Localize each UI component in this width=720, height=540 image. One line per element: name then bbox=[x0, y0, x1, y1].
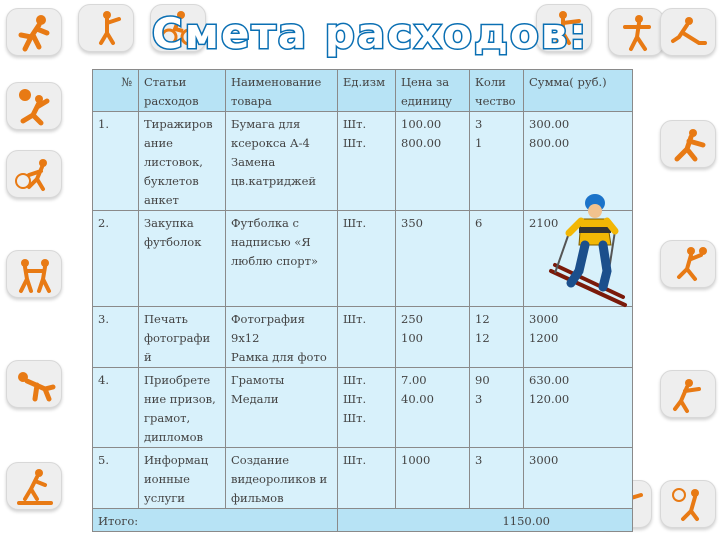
row-quantity: 3 bbox=[470, 448, 524, 509]
badminton-right-icon bbox=[660, 480, 716, 528]
header-number: № bbox=[93, 70, 139, 112]
header-quantity: Коли чество bbox=[470, 70, 524, 112]
row-unit: Шт. Шт. bbox=[338, 112, 396, 211]
row-sum: 300.00 800.00 bbox=[524, 112, 633, 211]
header-product-name: Наименование товара bbox=[226, 70, 338, 112]
total-label: Итого: bbox=[93, 509, 338, 532]
row-unit-price: 1000 bbox=[396, 448, 470, 509]
table-row bbox=[93, 448, 633, 509]
tennis-icon bbox=[78, 4, 134, 52]
skier-icon bbox=[545, 193, 629, 313]
header-unit: Ед.изм bbox=[338, 70, 396, 112]
header-sum: Сумма( руб.) bbox=[524, 70, 633, 112]
row-expense-item: Информац ионные услуги bbox=[139, 448, 226, 509]
table-total-row bbox=[93, 509, 633, 532]
diving-icon bbox=[6, 360, 62, 408]
header-expense-item: Статьи расходов bbox=[139, 70, 226, 112]
row-sum: 3000 bbox=[524, 448, 633, 509]
row-quantity: 90 3 bbox=[470, 368, 524, 448]
wrestling-icon bbox=[6, 250, 62, 298]
row-expense-item: Приобрете ние призов, грамот, дипломов bbox=[139, 368, 226, 448]
row-expense-item: Закупка футболок bbox=[139, 211, 226, 307]
table-row bbox=[93, 307, 633, 368]
row-unit-price: 350 bbox=[396, 211, 470, 307]
row-unit-price: 100.00 800.00 bbox=[396, 112, 470, 211]
runner-icon bbox=[6, 8, 62, 56]
handball-icon bbox=[660, 240, 716, 288]
header-unit-price: Цена за единицу bbox=[396, 70, 470, 112]
row-expense-item: Печать фотографи й bbox=[139, 307, 226, 368]
row-sum: 2100 bbox=[524, 211, 633, 307]
badminton-icon bbox=[6, 150, 62, 198]
total-value: 1150.00 bbox=[338, 509, 633, 532]
volleyball-icon bbox=[6, 82, 62, 130]
hockey-icon bbox=[660, 120, 716, 168]
row-quantity: 6 bbox=[470, 211, 524, 307]
row-product-name: Создание видеороликов и фильмов bbox=[226, 448, 338, 509]
row-unit-price: 250 100 bbox=[396, 307, 470, 368]
row-sum: 3000 1200 bbox=[524, 307, 633, 368]
row-number: 4. bbox=[93, 368, 139, 448]
curling-icon bbox=[660, 8, 716, 56]
row-unit: Шт. Шт. Шт. bbox=[338, 368, 396, 448]
row-quantity: 12 12 bbox=[470, 307, 524, 368]
table-header-row bbox=[93, 70, 633, 112]
row-unit-price: 7.00 40.00 bbox=[396, 368, 470, 448]
row-number: 1. bbox=[93, 112, 139, 211]
row-number: 2. bbox=[93, 211, 139, 307]
row-sum: 630.00 120.00 bbox=[524, 368, 633, 448]
row-expense-item: Тиражиров ание листовок, буклетов анкет bbox=[139, 112, 226, 211]
row-number: 5. bbox=[93, 448, 139, 509]
row-product-name: Грамоты Медали bbox=[226, 368, 338, 448]
row-product-name: Футболка с надписью «Я люблю спорт» bbox=[226, 211, 338, 307]
row-unit: Шт. bbox=[338, 307, 396, 368]
row-quantity: 3 1 bbox=[470, 112, 524, 211]
row-unit: Шт. bbox=[338, 211, 396, 307]
table-row bbox=[93, 368, 633, 448]
archery-icon bbox=[608, 8, 664, 56]
row-product-name: Фотография 9х12 Рамка для фото bbox=[226, 307, 338, 368]
row-product-name: Бумага для ксерокса А-4 Замена цв.катриджей bbox=[226, 112, 338, 211]
row-number: 3. bbox=[93, 307, 139, 368]
skiing-icon bbox=[6, 462, 62, 510]
title-text: Смета расходов: bbox=[151, 9, 589, 58]
swimming-icon bbox=[660, 370, 716, 418]
page-title bbox=[151, 4, 589, 60]
row-unit: Шт. bbox=[338, 448, 396, 509]
